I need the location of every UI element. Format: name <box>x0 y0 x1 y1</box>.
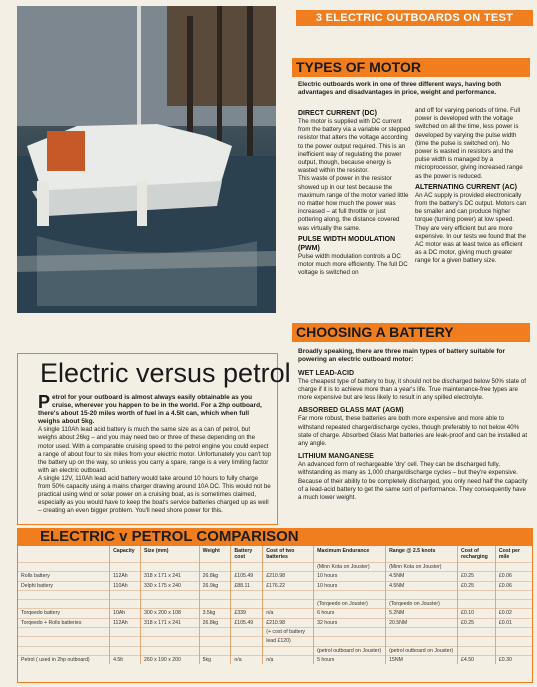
table-cell <box>495 563 532 572</box>
table-cell: £210.98 <box>263 618 314 627</box>
table-cell: 110Ah <box>110 581 141 590</box>
choosing-battery-title: CHOOSING A BATTERY <box>296 324 454 340</box>
types-of-motor-title: TYPES OF MOTOR <box>296 59 421 75</box>
table-cell: Torqeedo battery <box>18 609 110 618</box>
table-cell <box>231 637 263 646</box>
table-cell <box>314 628 386 637</box>
wet-lead-acid-heading: WET LEAD-ACID <box>298 369 354 377</box>
table-cell: 10 hours <box>314 581 386 590</box>
table-row <box>18 590 532 599</box>
table-cell: £0.06 <box>495 572 532 581</box>
table-cell <box>263 600 314 609</box>
table-row <box>18 581 532 590</box>
section-header-strip: 3 ELECTRIC OUTBOARDS ON TEST <box>296 10 533 26</box>
table-cell <box>18 563 110 572</box>
table-cell <box>231 590 263 599</box>
pwm-paragraph-cont: and off for varying periods of time. Full power is developed with the voltage switched on all the time, less power is developed by varying the pulse width (time the pulse is switched on). No power is wasted in resistors and the pulse width is managed by a microprocessor, giving increased range as the power is reduced. <box>415 107 523 180</box>
table-cell <box>199 646 231 655</box>
pwm-paragraph: Pulse width modulation controls a DC motor much more efficiently. The full DC voltage is switched on <box>298 252 408 277</box>
table-cell: 5kg <box>199 655 231 664</box>
table-cell <box>110 628 141 637</box>
comparison-table <box>17 545 533 683</box>
table-cell: 5.2NM <box>386 609 458 618</box>
table-cell <box>141 628 200 637</box>
comparison-header-cell: Cost of two batteries <box>263 546 314 563</box>
comparison-header-cell: Battery cost <box>231 546 263 563</box>
table-row <box>18 646 532 655</box>
table-cell <box>18 600 110 609</box>
table-cell: 318 x 171 x 241 <box>141 572 200 581</box>
table-cell <box>199 637 231 646</box>
table-row <box>18 637 532 646</box>
table-cell: 260 x 190 x 200 <box>141 655 200 664</box>
table-cell: 330 x 175 x 240 <box>141 581 200 590</box>
table-cell: 32 hours <box>314 618 386 627</box>
comparison-header-cell: Range @ 2.5 knots <box>386 546 458 563</box>
table-cell: 112Ah <box>110 572 141 581</box>
agm-paragraph: Far more robust, these batteries are both more expensive and more able to withstand repeated charge/discharge cycles, though preferably to not below 40% state of charge. Absorbed Glass Mat batteries are leak-proof and can be installed at any angle. <box>298 415 528 448</box>
table-cell <box>231 646 263 655</box>
table-cell: 26.8kg <box>199 618 231 627</box>
table-cell <box>458 646 496 655</box>
table-cell <box>110 590 141 599</box>
table-cell <box>141 646 200 655</box>
table-row <box>18 618 532 627</box>
comparison-header-cell: Maximum Endurance <box>314 546 386 563</box>
table-cell: n/a <box>231 655 263 664</box>
table-cell <box>141 590 200 599</box>
yacht-photo <box>17 6 276 313</box>
types-column-2 <box>415 107 528 266</box>
table-cell <box>495 637 532 646</box>
table-row <box>18 572 532 581</box>
table-cell <box>263 563 314 572</box>
table-cell: Petrol ( used in 2hp outboard) <box>18 655 110 664</box>
table-cell: £176.22 <box>263 581 314 590</box>
lithium-heading: LITHIUM MANGANESE <box>298 453 374 461</box>
ac-heading: ALTERNATING CURRENT (AC) <box>415 183 518 191</box>
table-cell: 3.5kg <box>199 609 231 618</box>
table-row <box>18 563 532 572</box>
table-cell <box>199 590 231 599</box>
table-cell <box>314 590 386 599</box>
table-cell <box>495 590 532 599</box>
table-cell <box>110 600 141 609</box>
ac-paragraph: An AC supply is provided electronically from the battery's DC output. Motors can be smaller and can produce higher torque (turning power) at low speed. They are very efficient but are more expensive. In our tests we found that the AC motor was at least twice as efficient as a DC motor, giving much greater range for a given battery size. <box>415 191 527 265</box>
wet-lead-acid-paragraph: The cheapest type of battery to buy, it should not be discharged below 50% state of charge if it is to achieve more than a year's life. True maintenance-free types are more expensive but are less likely to result in any spilled electrolyte. <box>298 377 526 402</box>
dc-paragraph-1: The motor is supplied with DC current from the battery via a variable or stepped resistor that alters the voltage according to the power output required. This is an inefficient way of regulating the power output, though, because energy is wasted within the resistor. <box>298 118 411 175</box>
table-cell: £0.25 <box>458 572 496 581</box>
table-row <box>18 655 532 664</box>
table-cell: £4.50 <box>458 655 496 664</box>
table-cell: 10 hours <box>314 572 386 581</box>
battery-body <box>298 348 530 502</box>
table-cell: £0.02 <box>495 609 532 618</box>
drop-cap: P <box>38 392 51 412</box>
table-cell <box>18 590 110 599</box>
table-cell <box>263 646 314 655</box>
table-cell <box>231 563 263 572</box>
table-cell <box>458 637 496 646</box>
comparison-header-cell: Cost of recharging <box>458 546 496 563</box>
table-cell <box>231 600 263 609</box>
comparison-header-cell <box>18 546 110 563</box>
table-cell <box>110 637 141 646</box>
evp-paragraph-1: A single 110Ah lead acid battery is much the same size as a can of petrol, but weighs about 26kg – and you may need two or three of these depending on the motor used. With a comparable cruising speed to the petrol engine you could expect a range of about four to six miles from your electric motor. Unfortunately you can't top the battery up on the way, so unless you carry a spare, range is a very limiting factor with an electric outboard. <box>38 426 271 474</box>
table-cell: (petrol outboard on Jouster) <box>314 646 386 655</box>
electric-vs-petrol-body <box>38 394 271 515</box>
dc-paragraph-2: This waste of power in the resistor showed up in our test because the maximum range of the motor varied little no matter how much the power was increased – at full throttle or just pottering along, the distance covered was virtually the same. <box>298 175 409 232</box>
battery-intro: Broadly speaking, there are three main types of battery suitable for powering an electric outboard motor: <box>298 348 505 364</box>
table-cell: Torqeedo + Rolls batteries <box>18 618 110 627</box>
table-cell: £105.49 <box>231 618 263 627</box>
table-cell <box>231 628 263 637</box>
table-cell: 5 hours <box>314 655 386 664</box>
table-cell: 300 x 200 x 108 <box>141 609 200 618</box>
table-cell: £0.25 <box>458 618 496 627</box>
table-cell: £105.49 <box>231 572 263 581</box>
table-cell <box>18 646 110 655</box>
comparison-header-row <box>18 546 532 563</box>
table-cell: n/a <box>263 655 314 664</box>
table-cell <box>458 600 496 609</box>
types-column-1 <box>298 107 411 277</box>
table-cell: n/a <box>263 609 314 618</box>
table-cell: Delphi battery <box>18 581 110 590</box>
table-cell <box>199 628 231 637</box>
table-cell: 4.5lt <box>110 655 141 664</box>
table-cell: (+ cost of battery <box>263 628 314 637</box>
comparison-header-cell: Size (mm) <box>141 546 200 563</box>
table-cell <box>495 646 532 655</box>
table-cell <box>386 637 458 646</box>
table-cell: £0.10 <box>458 609 496 618</box>
table-cell <box>458 590 496 599</box>
evp-paragraph-2: A single 12V, 110Ah lead acid battery would take around 10 hours to fully charge from 50% capacity using a mains charger drawing around 10A DC. This would not be practical using wind or solar power on a cruising boat, as is sometimes claimed, especially as you would have to keep the boat's service batteries charged up as well – creating an even bigger problem. You'll need shore power for this. <box>38 474 271 515</box>
table-cell: (petrol outboard on Jouster) <box>386 646 458 655</box>
dc-heading: DIRECT CURRENT (DC) <box>298 110 377 117</box>
comparison-header-cell: Capacity <box>110 546 141 563</box>
table-cell: (Minn Kota on Jouster) <box>314 563 386 572</box>
table-row <box>18 628 532 637</box>
comparison-title: ELECTRIC v PETROL COMPARISON <box>40 528 299 545</box>
table-cell: £88.11 <box>231 581 263 590</box>
table-cell: 20.5NM <box>386 618 458 627</box>
table-cell: (Torqeedo on Jouster) <box>386 600 458 609</box>
table-cell: £0.30 <box>495 655 532 664</box>
table-cell: 15NM <box>386 655 458 664</box>
table-cell: 6 hours <box>314 609 386 618</box>
agm-heading: ABSORBED GLASS MAT (AGM) <box>298 407 404 415</box>
table-cell: 318 x 171 x 241 <box>141 618 200 627</box>
table-cell: £0.06 <box>495 581 532 590</box>
table-cell <box>18 637 110 646</box>
table-cell: 26.8kg <box>199 572 231 581</box>
table-cell <box>263 590 314 599</box>
types-intro: Electric outboards work in one of three different ways, having both advantages and disadvantages in price, weight and performance. <box>298 81 502 97</box>
table-cell: Rolls battery <box>18 572 110 581</box>
table-cell: 112Ah <box>110 618 141 627</box>
table-cell: 10Ah <box>110 609 141 618</box>
electric-vs-petrol-title: Electric versus petrol <box>40 358 291 388</box>
table-row <box>18 609 532 618</box>
table-cell <box>458 628 496 637</box>
table-cell <box>199 563 231 572</box>
table-cell <box>141 637 200 646</box>
table-cell <box>110 563 141 572</box>
table-cell: 4.5NM <box>386 572 458 581</box>
table-row <box>18 600 532 609</box>
table-cell <box>495 628 532 637</box>
pwm-heading: PULSE WIDTH MODULATION (PWM) <box>298 235 396 252</box>
table-cell: £339 <box>231 609 263 618</box>
table-cell: (Torqeedo on Jouster) <box>314 600 386 609</box>
table-cell: 26.9kg <box>199 581 231 590</box>
table-cell <box>141 563 200 572</box>
table-cell: £210.98 <box>263 572 314 581</box>
table-cell <box>110 646 141 655</box>
table-cell: 4.5NM <box>386 581 458 590</box>
table-cell <box>141 600 200 609</box>
table-cell <box>386 628 458 637</box>
table-cell <box>495 600 532 609</box>
table-cell <box>458 563 496 572</box>
table-cell <box>199 600 231 609</box>
evp-lead-text: etrol for your outboard is almost always easily obtainable as you cruise, wherever you happen to be in the world. For a 2hp outboard, there's about 15-20 miles worth of fuel in a 4.5lt can, which when full weighs about 5kg. <box>38 394 262 426</box>
comparison-header-cell: Weight <box>199 546 231 563</box>
table-cell <box>18 628 110 637</box>
table-cell: £0.01 <box>495 618 532 627</box>
comparison-body <box>18 563 532 665</box>
table-cell: (Minn Kota on Jouster) <box>386 563 458 572</box>
comparison-header-cell: Cost per mile <box>495 546 532 563</box>
lithium-paragraph: An advanced form of rechargeable 'dry' cell. They can be discharged fully, withstanding as many as 1,000 charge/discharge cycles – but they're expensive. Because of their ability to be completely discharged, you only need half the capacity of a lead-acid battery to get the same sort of performance. They consequently have a much lower weight. <box>298 461 528 502</box>
evp-lead-paragraph <box>38 394 271 426</box>
table-cell: £0.25 <box>458 581 496 590</box>
table-cell: lead £120) <box>263 637 314 646</box>
table-cell <box>386 590 458 599</box>
table-cell <box>314 637 386 646</box>
